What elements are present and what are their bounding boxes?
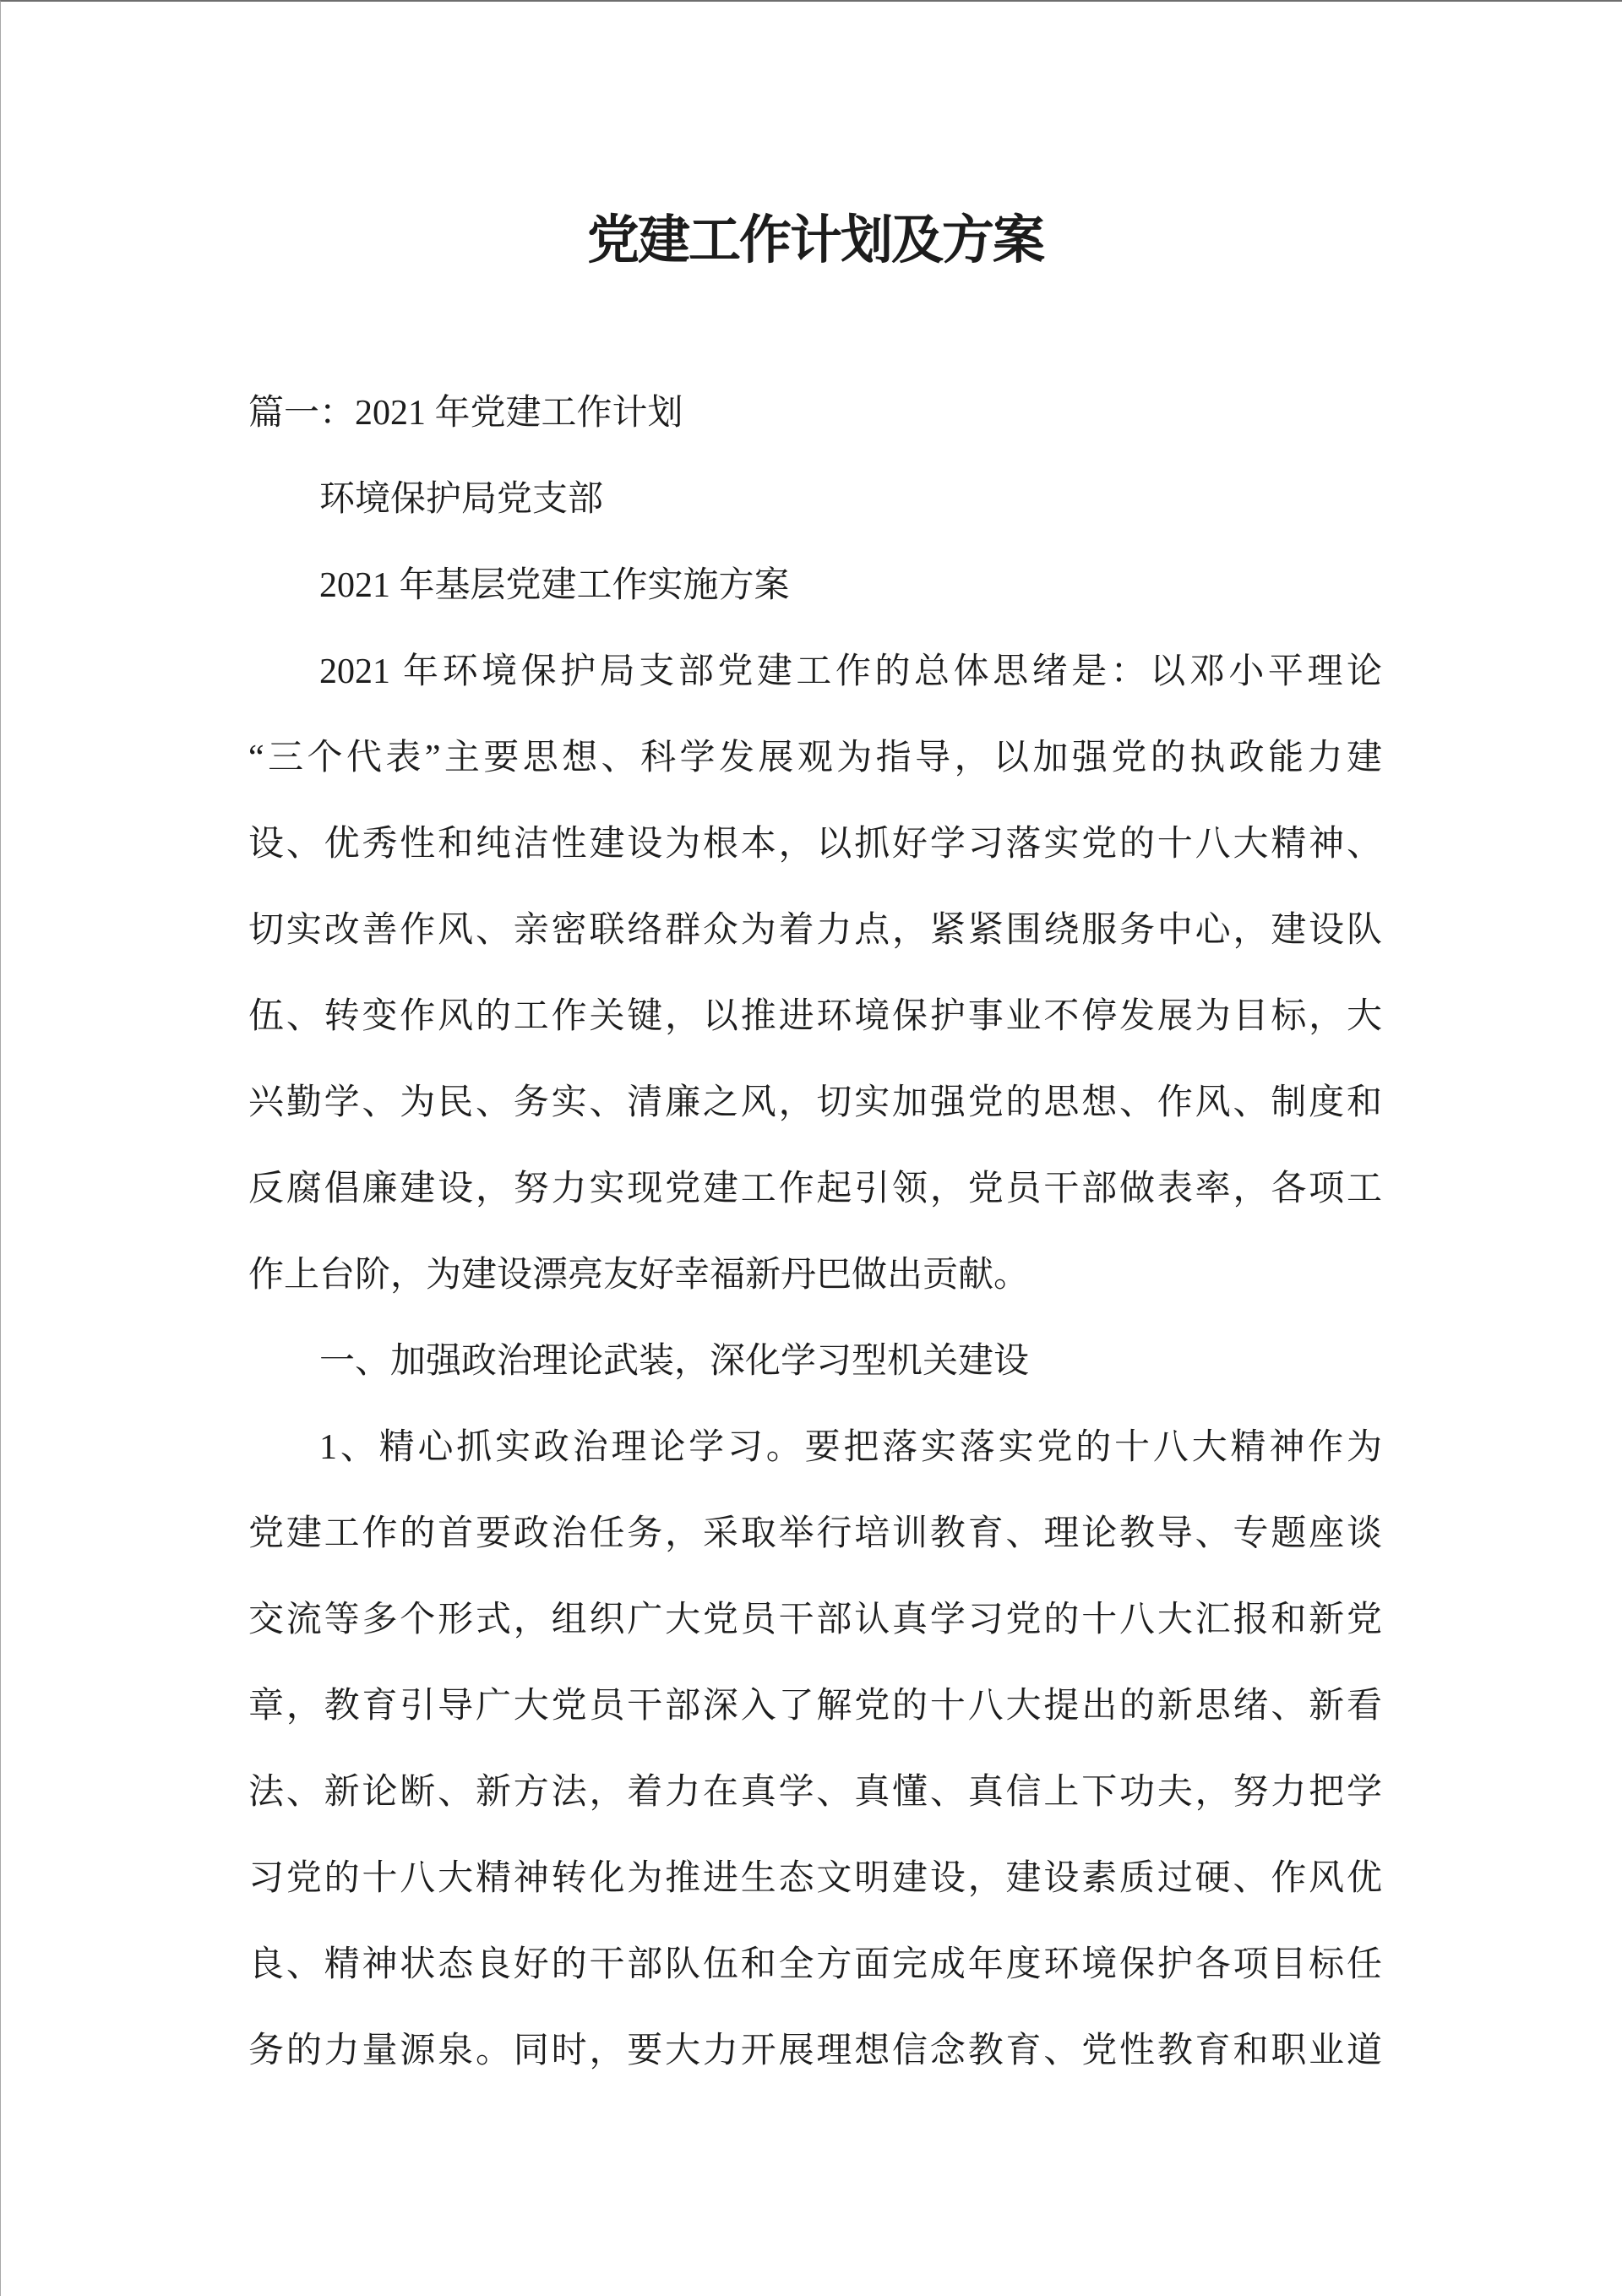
text-line: 反腐倡廉建设，努力实现党建工作起引领，党员干部做表率，各项工: [248, 1170, 1382, 1208]
text-line: 良、精神状态良好的干部队伍和全方面完成年度环境保护各项目标任: [248, 1945, 1382, 1984]
text-line: 兴勤学、为民、务实、清廉之风，切实加强党的思想、作风、制度和: [248, 1083, 1382, 1122]
section-heading: 一、加强政治理论武装，深化学习型机关建设: [319, 1342, 1030, 1381]
text-line: 2021 年环境保护局支部党建工作的总体思绪是：以邓小平理论: [319, 652, 1382, 691]
text-line: 伍、转变作风的工作关键，以推进环境保护事业不停发展为目标，大: [248, 997, 1382, 1036]
text-line: 务的力量源泉。同时，要大力开展理想信念教育、党性教育和职业道: [248, 2031, 1382, 2070]
text-line: 2021 年基层党建工作实施方案: [319, 566, 790, 605]
text-line: 切实改善作风、亲密联络群众为着力点，紧紧围绕服务中心，建设队: [248, 911, 1382, 950]
text-line: 环境保护局党支部: [319, 480, 604, 519]
text-line: 章，教育引导广大党员干部深入了解党的十八大提出的新思绪、新看: [248, 1687, 1382, 1726]
text-line: 篇一：2021 年党建工作计划: [248, 394, 683, 433]
text-line: 法、新论断、新方法，着力在真学、真懂、真信上下功夫，努力把学: [248, 1773, 1382, 1812]
document-body: [248, 370, 1382, 2094]
text-line: 作上台阶，为建设漂亮友好幸福新丹巴做出贡献。: [248, 1256, 1030, 1295]
text-line: 1、精心抓实政治理论学习。要把落实落实党的十八大精神作为: [319, 1428, 1382, 1467]
text-line: “三个代表”主要思想、科学发展观为指导，以加强党的执政能力建: [248, 739, 1382, 777]
text-line: 设、优秀性和纯洁性建设为根本，以抓好学习落实党的十八大精神、: [248, 825, 1382, 864]
text-line: 交流等多个形式，组织广大党员干部认真学习党的十八大汇报和新党: [248, 1601, 1382, 1639]
document-title: 党建工作计划及方案: [586, 212, 1043, 270]
text-line: 党建工作的首要政治任务，采取举行培训教育、理论教导、专题座谈: [248, 1514, 1382, 1553]
text-line: 习党的十八大精神转化为推进生态文明建设，建设素质过硬、作风优: [248, 1859, 1382, 1898]
